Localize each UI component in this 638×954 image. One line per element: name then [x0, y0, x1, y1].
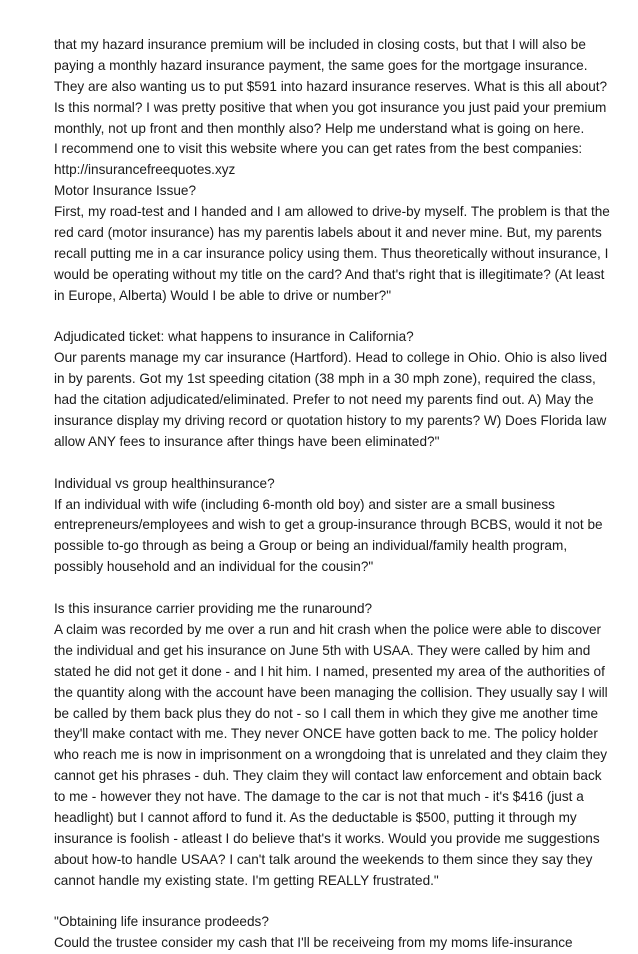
- paragraph-gap: [54, 578, 594, 599]
- text-line: to me - however they not have. The damage to the car is not that much - it's $416 (just a: [54, 789, 584, 805]
- text-line: Is this normal? I was pretty positive that when you got insurance you just paid your premium: [54, 99, 607, 115]
- text-line: recall putting me in a car insurance policy using them. Thus theoretically without insurance, I: [54, 245, 609, 261]
- text-line: If an individual with wife (including 6-month old boy) and sister are a small business: [54, 496, 555, 512]
- body-text: [54, 35, 610, 954]
- text-line: headlight) but I cannot afford to fund it. As the deductable is $500, putting it through my: [54, 809, 577, 825]
- text-line: in Europe, Alberta) Would I be able to drive or number?": [54, 287, 392, 303]
- text-line: I recommend one to visit this website where you can get rates from the best companies:: [54, 141, 583, 157]
- text-line: They are also wanting us to put $591 into hazard insurance reserves. What is this all about?: [54, 78, 608, 94]
- text-line: monthly, not up front and then monthly also? Help me understand what is going on here.: [54, 120, 585, 136]
- text-line: who reach me is now in imprisonment on a wrongdoing that is unrelated and they claim they: [54, 747, 608, 763]
- text-line: Is this insurance carrier providing me the runaround?: [54, 601, 373, 617]
- text-line: http://insurancefreequotes.xyz: [54, 162, 236, 178]
- text-line: possible to-go through as being a Group or being an individual/family health program,: [54, 538, 568, 554]
- text-line: Our parents manage my car insurance (Hartford). Head to college in Ohio. Ohio is also lived: [54, 350, 608, 366]
- text-line: insurance is foolish - atleast I do believe that's it works. Would you provide me suggestions: [54, 830, 600, 846]
- text-line: insurance display my driving record or quotation history to my parents? W) Does Florida law: [54, 413, 607, 429]
- text-line: Adjudicated ticket: what happens to insurance in California?: [54, 329, 414, 345]
- text-line: be called by them back plus they do not - so I call them in which they give me another time: [54, 705, 599, 721]
- text-line: about how-to handle USAA? I can't talk around the weekends to them since they say they: [54, 851, 593, 867]
- paragraph-gap: [54, 892, 594, 913]
- text-line: Individual vs group healthinsurance?: [54, 475, 275, 491]
- text-line: entrepreneurs/employees and wish to get a group-insurance through BCBS, would it not be: [54, 517, 603, 533]
- text-line: Motor Insurance Issue?: [54, 183, 197, 199]
- text-line: paying a monthly hazard insurance payment, the same goes for the mortgage insurance.: [54, 57, 588, 73]
- text-line: cannot handle my existing state. I'm getting REALLY frustrated.": [54, 872, 439, 888]
- text-line: red card (motor insurance) has my parentis labels about it and never mine. But, my parents: [54, 225, 602, 241]
- text-line: "Obtaining life insurance prodeeds?: [54, 914, 269, 930]
- text-line: cannot get his phrases - duh. They claim they will contact law enforcement and obtain back: [54, 768, 602, 784]
- text-line: A claim was recorded by me over a run and hit crash when the police were able to discover: [54, 621, 602, 637]
- text-line: that my hazard insurance premium will be included in closing costs, but that I will also be: [54, 37, 586, 52]
- text-line: the quantity along with the account have been managing the collision. They usually say I will: [54, 684, 608, 700]
- text-line: they'll make contact with me. They never ONCE have gotten back to me. The policy holder: [54, 726, 598, 742]
- paragraph-gap: [54, 307, 594, 328]
- text-line: allow ANY fees to insurance after things have been eliminated?": [54, 433, 440, 449]
- text-line: had the citation adjudicated/eliminated. Prefer to not need my parents find out. A) May the: [54, 392, 594, 408]
- text-line: stated he did not get it done - and I hit him. I named, presented my area of the authorities of: [54, 663, 605, 679]
- text-line: First, my road-test and I handed and I am allowed to drive-by myself. The problem is that the: [54, 204, 610, 220]
- paragraph-gap: [54, 453, 594, 474]
- text-line: Could the trustee consider my cash that I'll be receiveing from my moms life-insurance: [54, 935, 573, 951]
- text-line: possibly household and an individual for the cousin?": [54, 559, 374, 575]
- text-line: would be operating without my title on the card? And that's right that is illegitimate? (At least: [54, 266, 605, 282]
- text-line: in by parents. Got my 1st speeding citation (38 mph in a 30 mph zone), required the class,: [54, 371, 596, 387]
- text-line: the individual and get his insurance on June 5th with USAA. They were called by him and: [54, 642, 591, 658]
